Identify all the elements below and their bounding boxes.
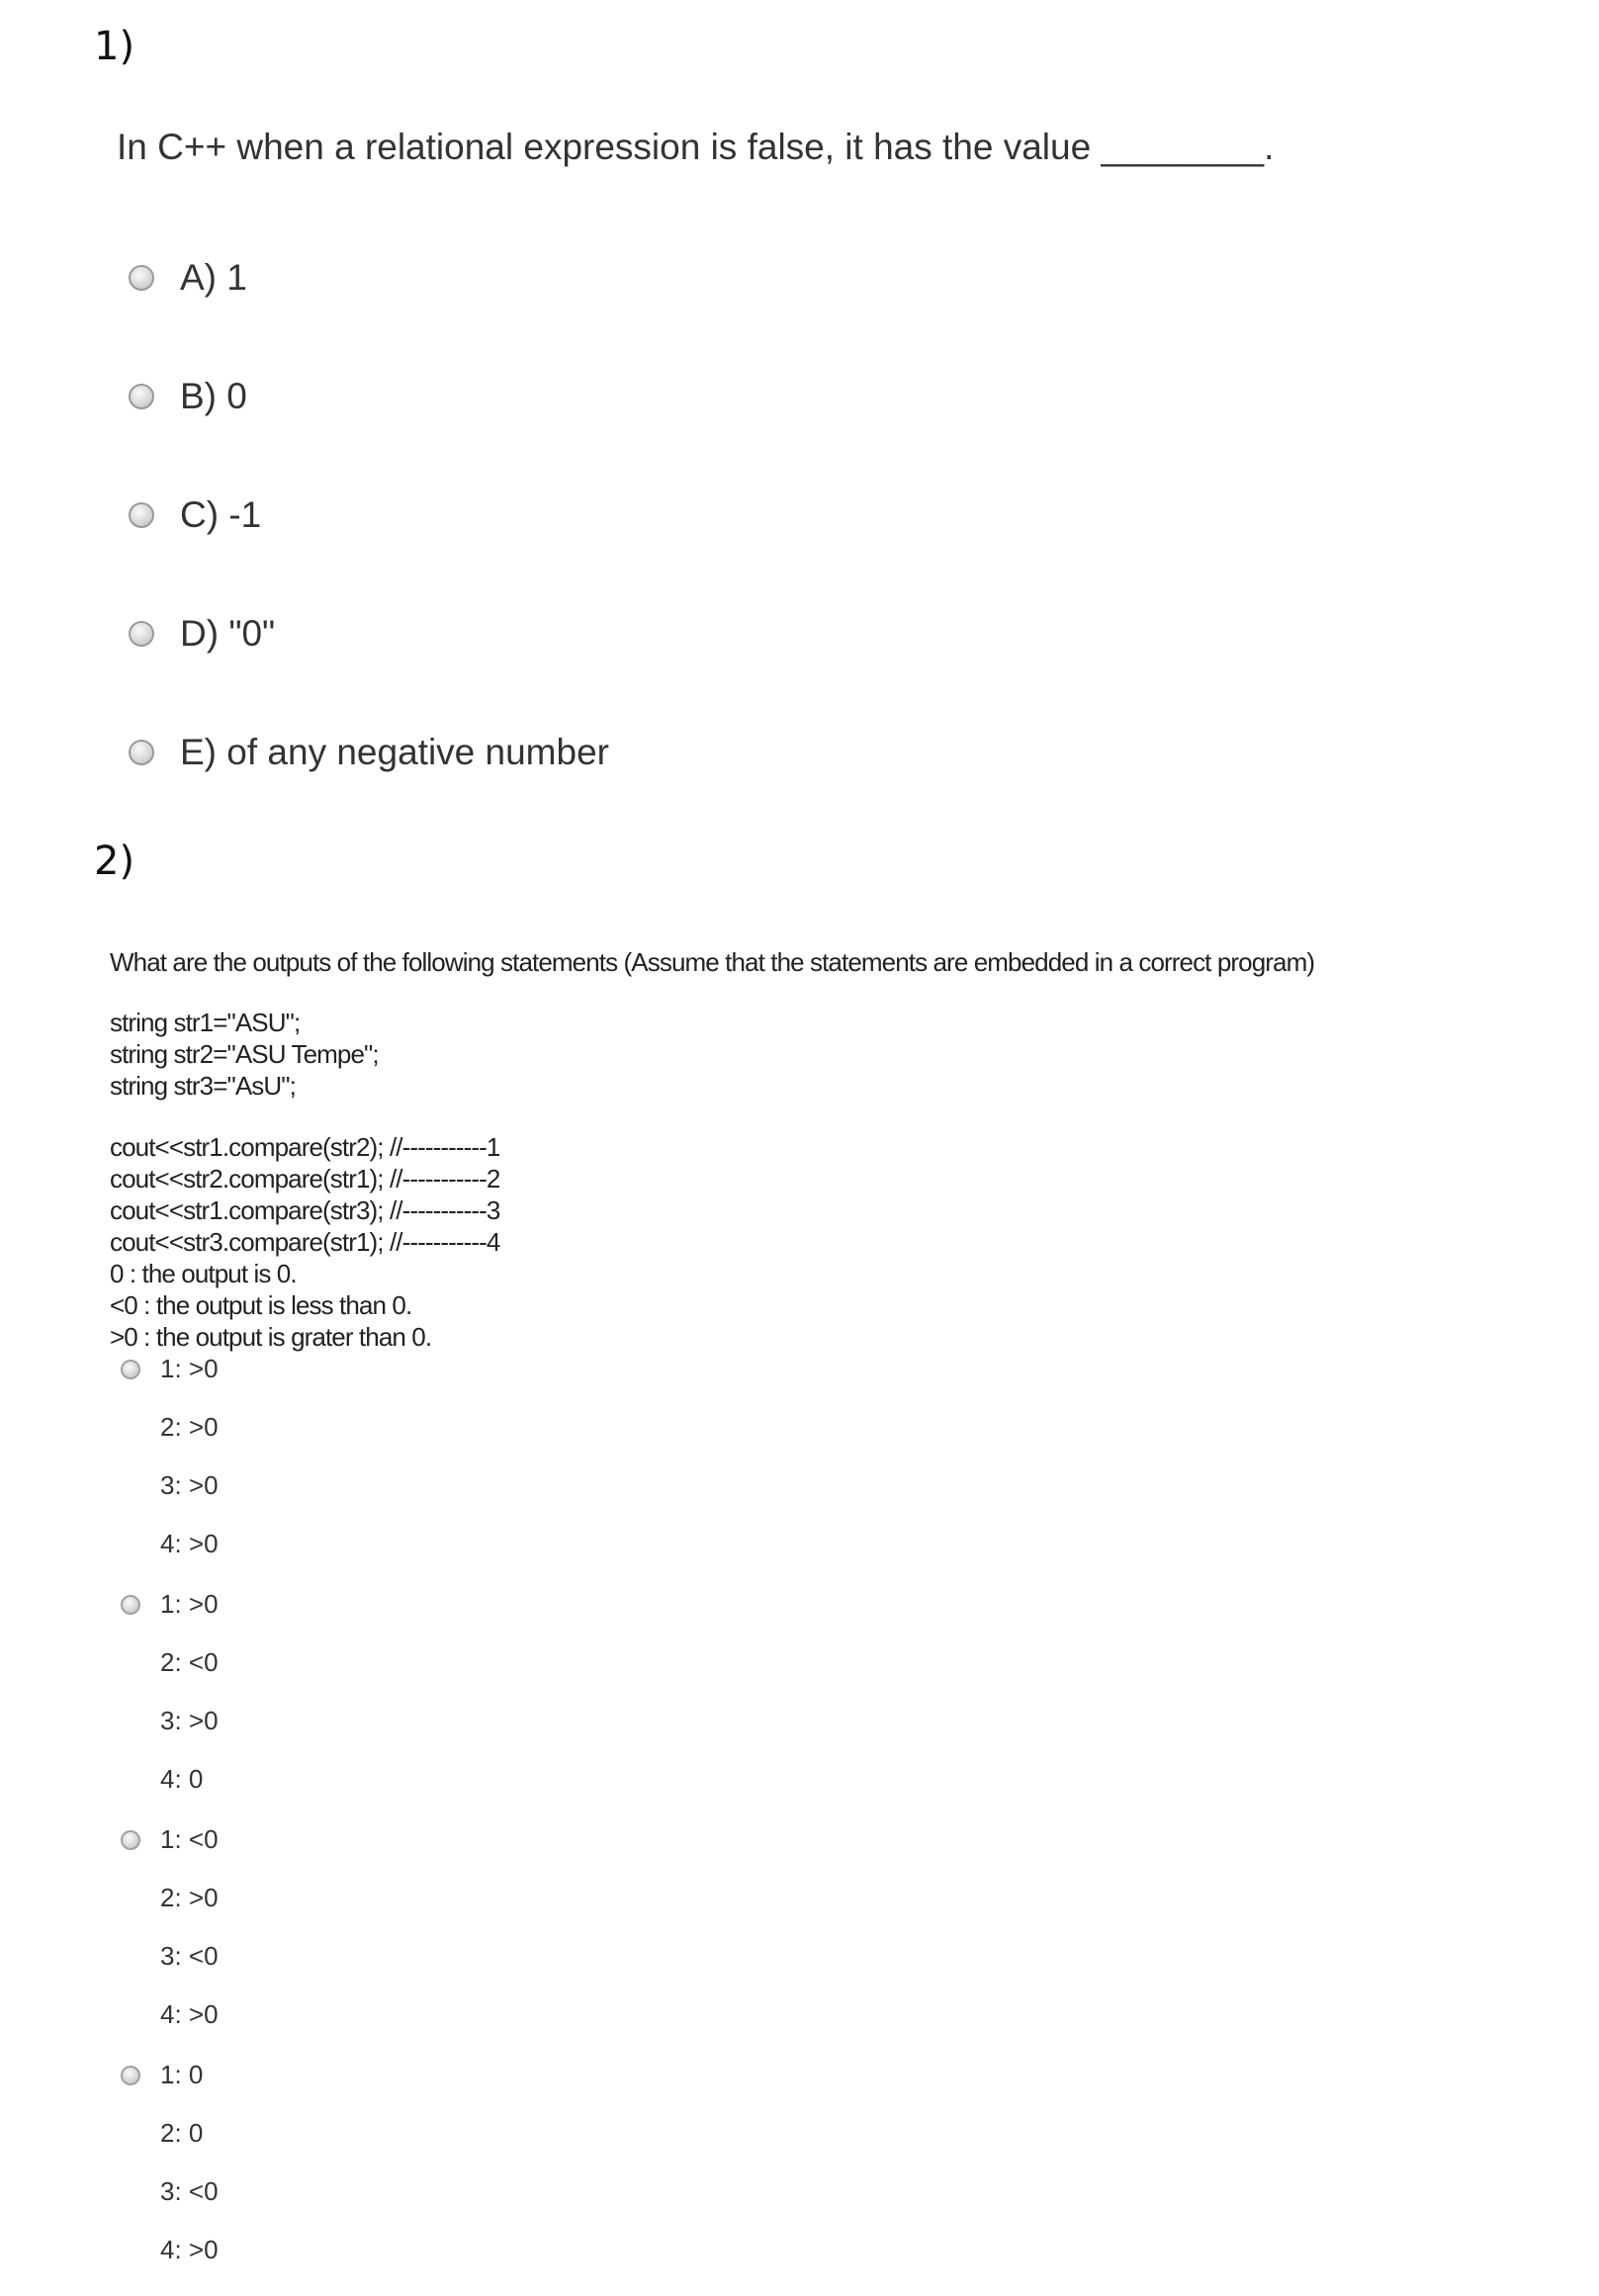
code-line: string str3="AsU";	[110, 1071, 296, 1101]
radio-button-icon[interactable]	[129, 384, 154, 409]
option-line: 3: <0	[160, 1941, 219, 1971]
option-line: 1: <0	[160, 1824, 219, 1854]
question-1-option-d[interactable]	[129, 611, 275, 657]
radio-button-icon[interactable]	[121, 1595, 140, 1615]
code-line: string str2="ASU Tempe";	[110, 1039, 379, 1069]
code-line: cout<<str3.compare(str1); //-----------4	[110, 1227, 500, 1257]
compare-statements	[110, 1131, 500, 1353]
option-line: 3: <0	[160, 2176, 219, 2206]
question-2-option-4[interactable]	[121, 2046, 219, 2279]
code-line: cout<<str1.compare(str2); //-----------1	[110, 1132, 500, 1162]
question-2-text: What are the outputs of the following statements (Assume that the statements are embedded in a correct program)	[110, 947, 1315, 977]
option-line: 2: 0	[160, 2118, 204, 2148]
question-1-option-b[interactable]	[129, 374, 247, 419]
question-2-option-2[interactable]	[121, 1575, 219, 1809]
option-label: D) "0"	[180, 613, 276, 654]
option-line: 4: >0	[160, 1529, 219, 1558]
radio-button-icon[interactable]	[129, 502, 154, 528]
option-line: 4: 0	[160, 1764, 204, 1794]
string-declarations	[110, 1007, 379, 1102]
option-line: 2: <0	[160, 1647, 219, 1677]
question-1-option-a[interactable]	[129, 255, 247, 301]
option-label: B) 0	[180, 376, 247, 416]
radio-button-icon[interactable]	[129, 740, 154, 765]
radio-button-icon[interactable]	[129, 621, 154, 647]
option-line: 2: >0	[160, 1883, 219, 1912]
option-line: 1: 0	[160, 2060, 204, 2089]
radio-button-icon[interactable]	[121, 2066, 140, 2085]
option-line: 1: >0	[160, 1354, 219, 1383]
option-line: 2: >0	[160, 1412, 219, 1442]
question-2-option-3[interactable]	[121, 1810, 219, 2044]
option-line: 4: >0	[160, 1999, 219, 2029]
question-2-number: 2)	[94, 839, 135, 884]
code-line: cout<<str2.compare(str1); //-----------2	[110, 1164, 500, 1193]
question-1-option-c[interactable]	[129, 492, 261, 538]
option-label: A) 1	[180, 257, 247, 298]
radio-button-icon[interactable]	[121, 1830, 140, 1850]
legend-line: 0 : the output is 0.	[110, 1259, 297, 1288]
legend-line: >0 : the output is grater than 0.	[110, 1322, 432, 1352]
option-line: 4: >0	[160, 2235, 219, 2264]
option-line: 3: >0	[160, 1470, 219, 1500]
code-line: cout<<str1.compare(str3); //-----------3	[110, 1195, 500, 1225]
question-1-option-e[interactable]	[129, 730, 609, 775]
option-line: 1: >0	[160, 1589, 219, 1619]
option-label: C) -1	[180, 494, 262, 535]
question-2-option-1[interactable]	[121, 1340, 219, 1573]
question-1-number: 1)	[94, 24, 135, 69]
radio-button-icon[interactable]	[121, 1360, 140, 1379]
radio-button-icon[interactable]	[129, 265, 154, 291]
option-line: 3: >0	[160, 1706, 219, 1735]
option-label: E) of any negative number	[180, 732, 609, 772]
question-1-text: In C++ when a relational expression is false, it has the value ________.	[117, 127, 1275, 167]
code-line: string str1="ASU";	[110, 1008, 301, 1037]
legend-line: <0 : the output is less than 0.	[110, 1290, 412, 1320]
